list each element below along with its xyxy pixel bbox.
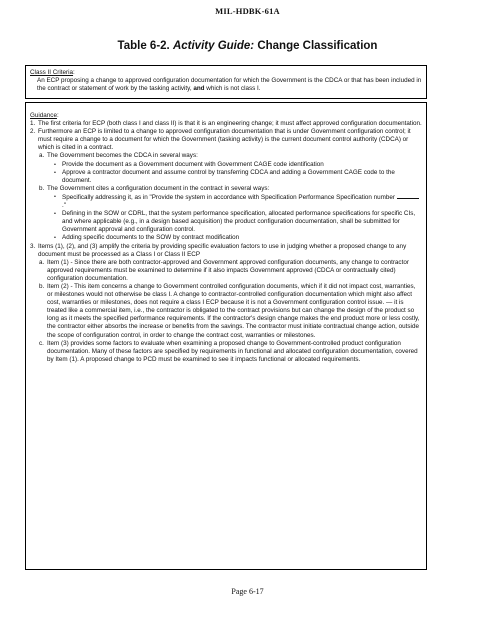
class-ii-criteria-box: Class II Criteria: An ECP proposing a change to approved configuration documentation for which the Government is the CDCA or that has been included in the contract or statement of work by the tasking activity, and which is not class I. xyxy=(25,65,427,99)
criteria-text: An ECP proposing a change to approved configuration documentation for which the Government is the CDCA or that has been included in the contract or statement of work by the tasking activity, and which is not class I. xyxy=(37,77,422,93)
guidance-item-2a: a. The Government becomes the CDCA in several ways: xyxy=(39,152,198,160)
document-header: MIL-HDBK-61A xyxy=(215,6,280,16)
guidance-item-2: 2. Furthermore an ECP is limited to a change to approved configuration documentation that is under Government configuration control; it must require a change to a document for which the Government (tasking activity) is the current document control authority (CDCA) or which is cited in a contract. xyxy=(30,128,411,152)
list-item: • Defining in the SOW or CDRL, that the system performance specification, allocated performance specifications for specific CIs, and where applicable (e.g., in a design based acquisition) the product configuration documentation, shall be submitted for Government approval and configuration control. xyxy=(54,210,416,234)
list-item: • Specifically addressing it, as in "Provide the system in accordance with Specification Performance Specification number ." xyxy=(30,193,422,210)
guidance-heading: Guidance xyxy=(30,112,57,119)
guidance-item-3: 3. Items (1), (2), and (3) amplify the criteria by providing specific evaluation factors to use in judging whether a proposed change to any document must be processed as a Class I or Class II ECP xyxy=(30,242,407,258)
guidance-item-1: 1. The first criteria for ECP (both class I and class II) is that it is an engineering change; it must affect approved configuration documentation. xyxy=(30,120,422,128)
bullet-icon: • xyxy=(54,161,56,168)
list-item: • Adding specific documents to the SOW by contract modification xyxy=(54,234,240,242)
criteria-heading: Class II Criteria xyxy=(30,69,74,76)
blank-line xyxy=(397,193,419,199)
guidance-item-3c: c. Item (3) provides some factors to evaluate when examining a proposed change to Government-controlled product configuration documentation. Many of these factors are specified by requirements in functional and allocated configuration documentation, covered by Item (1). A proposed change to PCD must be examined to see it impacts functional or allocated requirements. xyxy=(39,339,418,363)
bullet-icon: • xyxy=(54,211,56,218)
table-title: Table 6-2. Activity Guide: Change Classification xyxy=(117,40,378,52)
guidance-item-3b: b. Item (2) - This item concerns a change to Government controlled configuration documents, which if it did not impact cost, warranties, or milestones would not otherwise be class I. A change to contractor-controlled configuration documentation which might also affect cost, warranties or milestones, does not require a class I ECP because it is not a Government configuration control issue. — it is treated like a commercial item, i.e., the contractor is obligated to the contract provisions but can change the design of the product so long as it meets the specified performance requirements. If the contractor's design change makes the end product more or less costly, the contractor either absorbs the increase or benefits from the savings. The contractor must initiate contractual change action, outside the scope of configuration control, in order to change the contract cost, warranties or milestones. xyxy=(39,282,420,339)
list-item: • Provide the document as a Government document with Government CAGE code identification xyxy=(54,160,324,168)
bullet-icon: • xyxy=(54,169,56,176)
list-item: • Approve a contractor document and assume control by transferring CDCA and adding a Government CAGE code to the document. xyxy=(54,168,395,184)
guidance-box: Guidance: 1. The first criteria for ECP (both class I and class II) is that it is an engineering change; it must affect approved configuration documentation. 2. Furthermore an ECP is limited to a change to approved configuration documentation that is under Government configuration control; it must require a change to a document for which the Government (tasking activity) is the current document control authority (CDCA) or which is cited in a contract. a. The Government becomes the CDCA in several ways: • Provide the document as a Government document with Government CAGE code identification • Approve a contractor document and assume control by transferring CDCA and adding a Government CAGE code to the document. b. The Government cites a configuration document in the contract in several ways: • Specifically addressing it, as in "Provide the system in accordance with Specification Performance Specification number ." • Defining in the SOW or CDRL, that the system performance specification, allocated performance specifications for specific CIs, and where applicable (e.g., in a design based acquisition) the product configuration documentation, shall be submitted for Government approval and configuration control. • Adding specific documents to the SOW by contract modification 3. Items (1), (2), and (3) amplify the criteria by providing specific evaluation factors to use in judging whether a proposed change to any document must be processed as a Class I or Class II ECP a. Item (1) - Since there are both contractor-approved and Government approved configuration documents, any change to contractor approved requirements must be examined to determine if it also impacts Government approved (CDCA or contractually cited) configuration documentation. b. Item (2) - This item concerns a change to Government controlled configuration documents, which if it did not impact cost, warranties, or milestones would not otherwise be class I. A change to contractor-controlled configuration documentation which might also affect cost, warranties or milestones, does not require a class I ECP because it is not a Government configuration control issue. — it is treated like a commercial item, i.e., the contractor is obligated to the contract provisions but can change the design of the product so long as it meets the specified performance requirements. If the contractor's design change makes the end product more or less costly, the contractor either absorbs the increase or benefits from the savings. The contractor must initiate contractual change action, outside the scope of configuration control, in order to change the contract cost, warranties or milestones. c. Item (3) provides some factors to evaluate when examining a proposed change to Government-controlled product configuration documentation. Many of these factors are specified by requirements in functional and allocated configuration documentation, covered by Item (1). A proposed change to PCD must be examined to see it impacts functional or allocated requirements. xyxy=(25,102,427,570)
guidance-item-3a: a. Item (1) - Since there are both contractor-approved and Government approved configuration documents, any change to contractor approved requirements must be examined to determine if it also impacts Government approved (CDCA or contractually cited) configuration documentation. xyxy=(39,258,409,282)
page-number: Page 6-17 xyxy=(231,587,264,596)
guidance-item-2b: b. The Government cites a configuration document in the contract in several ways: xyxy=(39,184,270,192)
bullet-icon: • xyxy=(54,193,56,200)
bullet-icon: • xyxy=(54,235,56,242)
